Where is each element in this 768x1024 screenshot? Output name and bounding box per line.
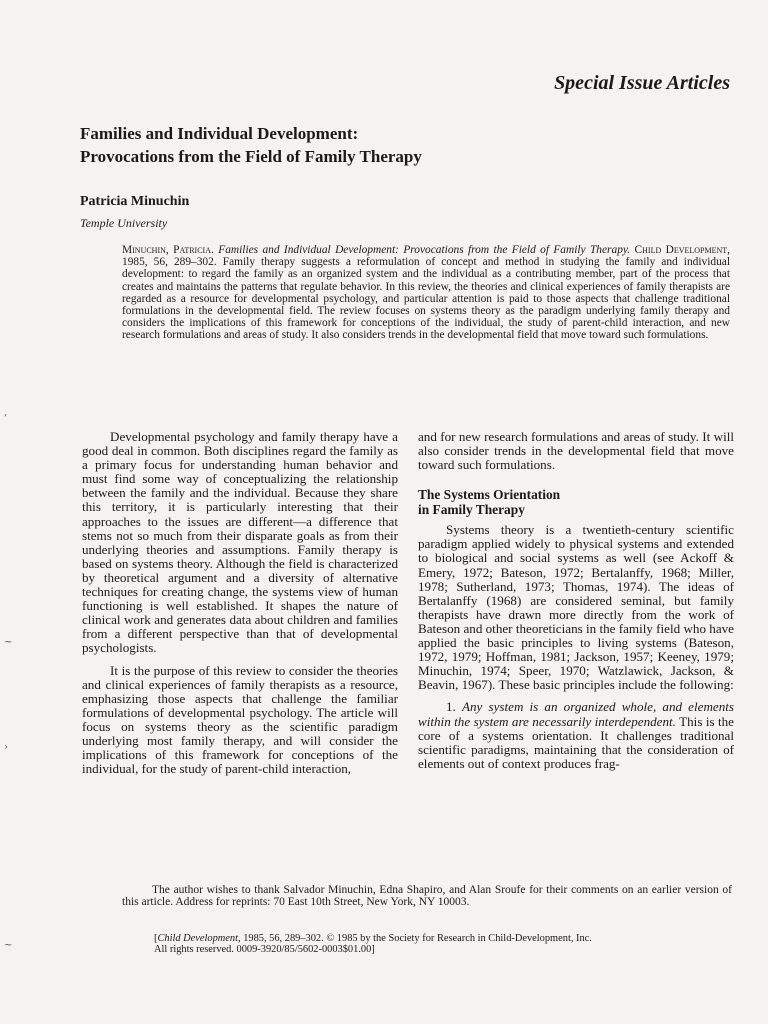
title-line-1: Families and Individual Development: xyxy=(80,124,359,143)
section-heading xyxy=(418,488,734,517)
abstract-text: Family therapy suggests a reformulation of concept and method in studying the family and individual development: to regard the family as an organized system and the individual as a contributing member, part of the process that creates and maintains the patterns that regulate behavior. In this review, the theories and clinical experiences of family therapists are regarded as a resource for developmental psychology, and particular attention is paid to those aspects that challenge traditional formulations in the developmental field. The review focuses on systems theory as the paradigm underlying family therapy and considers the implications of this framework for conceptions of the individual, the study of parent-child interaction, and new research formulations and areas of study. It also considers trends in the developmental field that move toward such formulations. xyxy=(122,256,730,342)
paragraph: It is the purpose of this review to consider the theories and clinical experiences of family therapists as a resource, emphasizing those aspects that challenge the familiar formulations of developmental psychology. The article will focus on systems theory as the scientific paradigm underlying most family therapy, and will consider the implications of this framework for conceptions of the individual, for the study of parent-child interaction, xyxy=(82,662,398,777)
margin-mark: ‚ xyxy=(4,407,8,418)
citation-details: 1985, 56, 289–302. © 1985 by the Society for Research in Child-Development, Inc. xyxy=(243,933,592,944)
paragraph: Developmental psychology and family therapy have a good deal in common. Both disciplines regard the family as a primary focus for understanding human behavior and must find some way of conceptualizing the relationship between the family and the individual. Because they share this territory, it is particularly interesting that their approaches to the issues are different—a difference that stems not so much from their disparate goals as from their underlying theories and assumptions. Family therapy is based on systems theory. Although the field is characterized by theoretical argument and a diversity of alternative techniques for creating change, the systems view of human functioning is well established. It shapes the nature of clinical work and generates data about children and families from a different perspective than that of developmental psychologists. xyxy=(82,429,398,656)
footnote xyxy=(122,884,732,908)
paragraph: Systems theory is a twentieth-century scientific paradigm applied widely to physical systems and extended to biological and social systems as well (see Ackoff & Emery, 1972; Bateson, 1972; Bertalanffy, 1968; Miller, 1978; Sutherland, 1973; Thomas, 1974). The ideas of Bertalanffy (1968) are considered seminal, but family therapists have drawn more directly from the work of Bateson and other theoreticians in the family field who have applied the basic principles to living systems (Bateson, 1972, 1979; Hoffman, 1981; Jackson, 1957; Keeney, 1979; Minuchin, 1974; Speer, 1970; Watzlawick, Jackson, & Beavin, 1967). These basic principles include the following: xyxy=(418,522,734,693)
article-title xyxy=(80,122,422,168)
footnote-text: The author wishes to thank Salvador Minuchin, Edna Shapiro, and Alan Sroufe for their comments on an earlier version of this article. Address for reprints: 70 East 10th Street, New York, NY 10003. xyxy=(122,884,732,909)
citation-journal: Child Development, xyxy=(157,933,241,944)
principle-number: 1. xyxy=(446,699,456,715)
citation-line-2: All rights reserved. 0009-3920/85/5602-0003$01.00] xyxy=(154,944,375,955)
numbered-principle xyxy=(418,700,734,770)
heading-line-2: in Family Therapy xyxy=(418,501,525,517)
heading-line-1: The Systems Orientation xyxy=(418,487,561,503)
margin-mark: ~ xyxy=(4,940,13,951)
body-column-right xyxy=(418,430,734,771)
author-name: Patricia Minuchin xyxy=(80,194,190,209)
citation-block xyxy=(154,933,734,955)
paragraph: and for new research formulations and areas of study. It will also consider trends in the developmental field that move toward such formulations. xyxy=(418,429,734,473)
abstract-journal: Child Development, xyxy=(634,244,731,256)
margin-mark: › xyxy=(4,742,8,753)
principle-text: This is the core of a systems orientation. It challenges traditional scientific paradigms, maintaining that the consideration of elements out of context produces frag- xyxy=(418,713,734,771)
abstract-author-cite: Minuchin, Patricia. xyxy=(122,244,214,256)
margin-mark: ~ xyxy=(4,637,13,648)
body-column-left xyxy=(82,430,398,776)
citation-line-1: [Child Development, 1985, 56, 289–302. © 1985 by the Society for Research in Child-Development, Inc. xyxy=(154,933,592,944)
abstract xyxy=(122,244,730,342)
section-label: Special Issue Articles xyxy=(554,72,730,94)
abstract-title: Families and Individual Development: Provocations from the Field of Family Therapy. xyxy=(218,244,631,256)
abstract-volume: 1985, 56, 289–302. xyxy=(122,256,217,269)
principle-statement: Any system is an organized whole, and elements within the system are necessarily interdependent. xyxy=(418,699,734,729)
author-affiliation: Temple University xyxy=(80,216,168,230)
title-line-2: Provocations from the Field of Family Therapy xyxy=(80,147,422,166)
